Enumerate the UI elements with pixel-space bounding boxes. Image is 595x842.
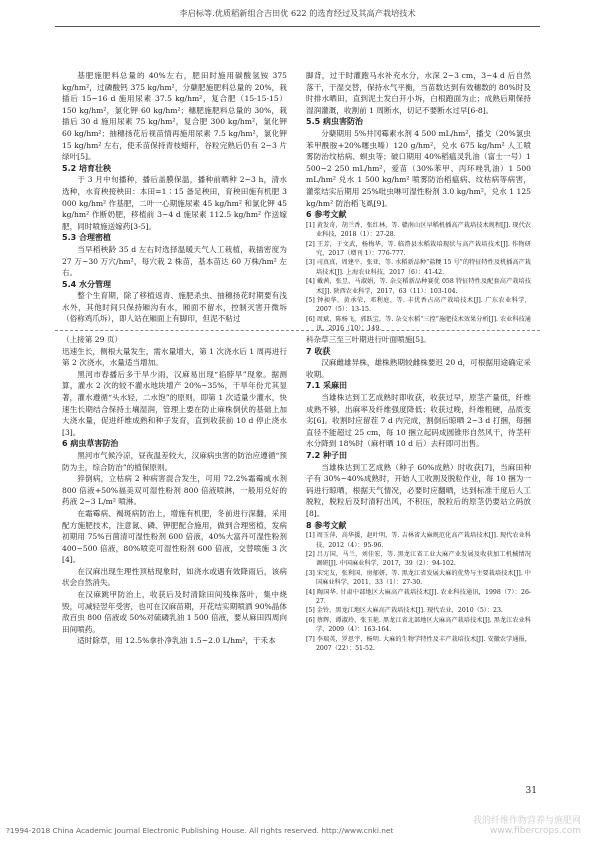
- reference-item: [5] 钟昶华，黄承荣，邓利庭，等. 丰优香占高产栽培技术[J]. 广东农业科学，2007（5）：13-15.: [306, 296, 531, 314]
- watermark-line: 我的纤维作物营养与施肥网: [472, 816, 581, 826]
- paragraph: 脚背，过干时灌跑马水补充水分，水深 2~3 cm，3~4 d 后自然落干，干湿交替，保持水气平衡，当苗数达到有效穗数的 80%时及时排水晒田，直到泥土发白开小坼，白根跑面为止；成熟后期保持湿润灌溉，收割前 1 周断水，切记不要断水过早[6-8]。: [306, 71, 531, 115]
- paragraph: 当雄株达到工艺成熟时即收获，收获过早，原茎产量低，纤维成熟不够，出麻率及纤维强度降低；收获过晚，纤维粗硬，品质变劣[6]。收割时应留茬 7 d 内完成，割倒后晾晒 2~3 d 打捆，每捆直径不能超过 25 cm，每 10 捆立起码成圆锥形自然风干，待茎秆水分降到 18%时（麻杆晒 10 d 后）去秆即可出售。: [306, 392, 531, 449]
- article-divider: [55, 330, 540, 331]
- upper-left-column: [62, 70, 287, 325]
- section-heading: 6 病虫草害防治: [62, 439, 119, 449]
- reference-item: [7] 李瑞英，罗思宇，杨明. 大麻的生物学特性及丰产栽培技术[J]. 安徽农学通报，2007（22）：51-52.: [306, 635, 531, 652]
- paragraph: 分蘖期用 5%井冈霉素水剂 4 500 mL/hm²，播戈（20%氯虫苯甲酰胺+20%噻虫嗪）120 g/hm²，兑水 675 kg/hm² 人工喷雾防治纹枯病、螟虫等；破口期用 40%稻瘟灵乳油（富士一号）1 500~2 250 mL/hm²，爱苗（30%苯甲、丙环唑乳油）1 500 mL/hm² 兑水 1 500 kg/hm² 喷雾防治稻瘟病、纹枯病等病害，灌浆结实后期用 25%吡虫啉可湿性粉剂 3.0 kg/hm²，兑水 1 125 kg/hm² 防治稻飞虱[9]。: [306, 128, 531, 208]
- paragraph: 当雄株达到工艺成熟（种子 60%成熟）时收获[7]，当麻田种子有 30%~40%成熟时，开始人工收割及脱粒作业，每 10 捆为一码进行晾晒，根据天气情况，必要时应翻晒，达到标准干度后人工脱粒，脱粒后及时清籽出风，不积压，脱粒后的原茎仍要站立码放[8]。: [306, 462, 531, 518]
- section-heading: 5.3 合理密植: [62, 233, 111, 243]
- reference-item: [4] 戴茜，张昱，马淑娟，等. 杂交稻新品种赛优 058 特征特性及配套高产栽培技术[J]. 陕西农业科学，2017，63（11）：103-104.: [306, 278, 531, 295]
- paragraph: 科杂草三至三叶期进行叶面喷施[5]。: [306, 335, 431, 344]
- reference-list: [306, 221, 531, 334]
- section-heading: 7.2 种子田: [306, 450, 347, 460]
- section-heading: 5.2 培育壮秧: [62, 163, 111, 173]
- paragraph: 在霜霉病、褐斑病防治上，增施有机肥，冬前进行深翻，采用配方施肥技术，注意氮、磷、钾肥配合施用，做到合理密植，发病初期用 75%百菌清可湿性粉剂 600 倍液，40%大富丹可湿性粉剂 400~500 倍液，80%喷克可湿性粉剂 600 倍液，交替喷施 3 次[4]。: [62, 508, 287, 565]
- paragraph: 汉麻雌雄异株，雄株熟期较雌株要迟 20 d，可根据用途确定采收期。: [306, 358, 531, 379]
- paragraph: 基肥施肥料总量的 40%左右，肥田时施用碳酸氢铵 375 kg/hm²，过磷酸钙 375 kg/hm²，分蘖肥施肥料总量的 20%，栽插后 15~16 d 施用尿素 37.5 kg/hm²，复合肥（15-15-15）150 kg/hm²，氯化钾 60 kg/hm²；穗肥施肥料总量的 30%，栽插后 30 d 施用尿素 75 kg/hm²，复合肥 300 kg/hm²，氯化钾 60 kg/hm²；抽穗扬花后视苗情再施用尿素 7.5 kg/hm²，氯化钾 15 kg/hm² 左右，使禾苗保持青枝蜡秆，谷粒完熟后仍有 2~3 片绿叶[5]。: [62, 71, 287, 162]
- paragraph: 当早稻秧龄 35 d 左右时选择温暖天气人工栽植，栽插密度为 27 万~30 万穴/hm²，每穴栽 2 株苗，基本苗达 60 万株/hm² 左右。: [62, 244, 287, 278]
- reference-item: [5] 金铃，黑龙江地区大麻高产栽培技术[J]. 现代农业，2010（5）：23.: [306, 607, 503, 615]
- copyright-footer: ?1994-2018 China Academic Journal Electronic Publishing House. All rights reserved. http://www.cnki.net: [6, 826, 394, 835]
- paragraph: 在汉麻出现生理性顶枯现象时，如浇水或遇有效降雨后，该病状会自然消失。: [62, 566, 287, 588]
- reference-item: [6] 周斌，陈杨飞，郭跃宝，等. 杂交水稻“三控”施肥技术效果分析[J]. 农业科技通讯，2016（10）：149.: [306, 315, 531, 333]
- section-heading: 7.1 采麻田: [306, 381, 347, 391]
- reference-list: [306, 531, 531, 653]
- site-watermark: [473, 816, 581, 836]
- reference-item: [1] 黄发奇，胡兰香，张红林，等. 赣南山区早稻机插高产栽培技术规程[J]. 现代农业科技，2018（1）：27-28.: [306, 221, 531, 239]
- lower-left-column: [62, 334, 287, 647]
- page-number: 31: [525, 786, 537, 796]
- paragraph: 黑河市气候冷凉，昼夜温差较大，汉麻病虫害的防治应遵循“预防为主，综合防治”的植保原则。: [62, 450, 287, 472]
- paragraph: 黑河市春播后多干旱少雨，汉麻易出现“掐脖旱”现象。据测算，灌水 2 次的较不灌水地块增产 20%~35%，干旱年份尤其显著，灌水遵循“头水轻，二水饱”的原则，即第 1 次适量少灌水，快速生长期结合保持土壤湿润，管理上要在防止麻株倒伏的基础上加大浇水量，促进纤维成熟和种子发育，直到收获前 10 d 停止浇水[3]。: [62, 369, 287, 437]
- running-header: 李启标等.优质稻新组合吉田优 622 的选育经过及其高产栽培技术: [179, 8, 416, 18]
- section-heading: 5.5 病虫害防治: [306, 117, 363, 127]
- lower-right-column: [306, 334, 531, 653]
- paragraph: 适时除草，用 12.5%拿扑净乳油 1.5~2.0 L/hm²，于禾本: [77, 636, 276, 646]
- references-heading: 8 参考文献: [306, 520, 347, 530]
- continuation-note: （上接第 29 页）: [62, 335, 123, 344]
- references-heading: 6 参考文献: [306, 210, 347, 220]
- reference-item: [2] 吕万国，马兰，刘佳宏，等. 黑龙江省工业大麻产业发展及收获加工机械情况调研[J]. 中国麻业科学，2017，39（2）：94-102.: [306, 550, 531, 568]
- paragraph: 于 3 月中旬播种，播后盖膜保温，播种前晒种 2~3 h，清水选种，水育秧接秧田：本田=1∶15 备足秧田，育秧田施有机肥 3 000 kg/hm² 作基肥，二叶一心期施尿素 45 kg/hm² 和氯化钾 45 kg/hm² 作断奶肥，移植前 3~4 d 施尿素 112.5 kg/hm² 作送嫁肥，同时喷施送嫁药[3-5]。: [62, 175, 287, 231]
- reference-item: [3] 司真真，周建平，张亚，等. 水稻新品种“盐粳 15 号”的特征特性及机插高产栽培技术[J]. 上海农业科技，2017（6）：41-42.: [306, 259, 531, 276]
- section-heading: 7 收获: [306, 346, 331, 356]
- watermark-line: www.fibercrops.com: [490, 826, 581, 836]
- reference-item: [2] 王芳，于文武，杨梅华，等. 临澧县水稻栽培现状与高产栽培技术[J]. 作物研究，2017（增刊 1）：776-777.: [306, 240, 531, 257]
- reference-item: [6] 蔡辉，谭淑玲，张玉艳. 黑龙江省北部地区大麻高产栽培技术[J]. 黑龙江农业科学，2009（4）：163-164.: [306, 616, 531, 634]
- upper-right-column: [306, 70, 531, 334]
- paragraph: 猝倒病，立枯病 2 种病害混合发生，可用 72.2%霜霉威水剂 800 倍液+50%福美双可湿性粉剂 800 倍液喷淋，一般用兑好的药液 2~3 L/m² 喷淋。: [62, 474, 287, 507]
- reference-item: [1] 周玉萍，高华援，赵叶明，等. 吉林省大麻规范化高产栽培技术[J]. 现代农业科技，2012（4）：95-96.: [306, 532, 531, 549]
- reference-item: [4] 陶国华. 甘肃中部地区大麻高产栽培技术[J]. 农业科技通讯，1998（7）：26-27.: [306, 588, 531, 605]
- paragraph: 整个生育期，除了移植返青、施肥杀虫、抽穗扬花时期要有浅水外，其他时间只保持厢沟有水，厢面不留水，控制灭害开微坼（俗称鸡爪坼），即人站在厢面上有脚印，但泥不粘过: [62, 291, 287, 324]
- header-rule: [55, 26, 540, 27]
- reference-item: [3] 宋宪友，张利国，房郁妍，等. 黑龙江省发展大麻的优势与主要栽培技术[J]. 中国麻业科学，2011，33（1）：27-30.: [306, 569, 531, 587]
- paragraph: 迅速生长，侧根大量发生，需水量增大，第 1 次浇水后 1 周再进行第 2 次浇水，水量适当增加。: [62, 346, 287, 368]
- section-heading: 5.4 水分管理: [62, 279, 111, 289]
- paragraph: 在汉麻跳甲防治上，收获后及时清除田间残株落叶，集中烧毁，可减轻翌年受害，也可在汉麻苗期，开花结实期喷洒 90%晶体敌百虫 800 倍液或 50%对硫磷乳油 1 500 倍液，要从麻田四周向田间喷药。: [62, 590, 287, 634]
